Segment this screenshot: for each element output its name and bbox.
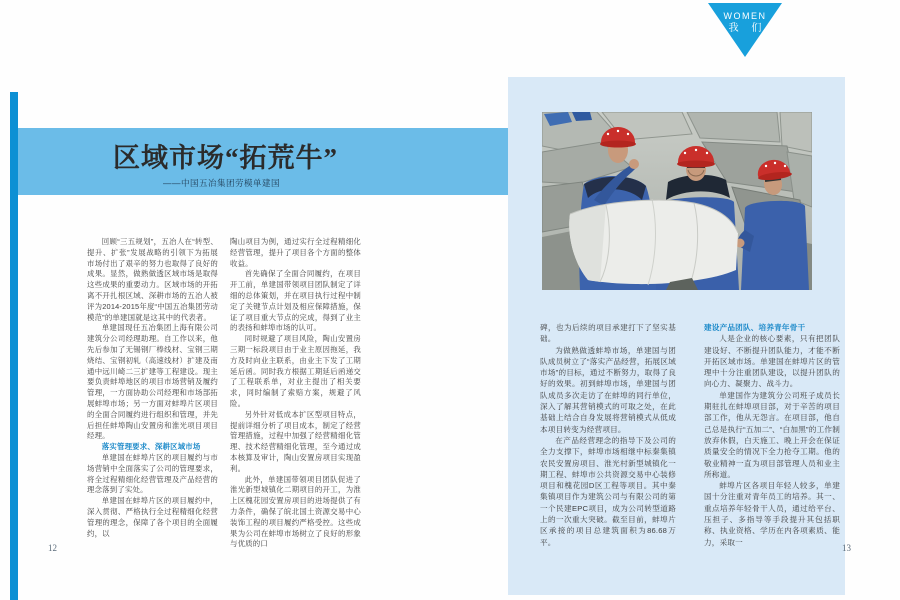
body-paragraph: 首先确保了全面合同履约，在项目开工前，单建国带领项目团队制定了详细的总体策划，并在项目执行过程中制定了关键节点计划及相应保障措施，保证了项目重大节点的完成，得到了业主的表扬和蚌埠市场的认可。	[230, 269, 361, 333]
construction-site-photo	[542, 112, 812, 290]
body-paragraph: 另外针对低成本扩区型项目特点，提前详细分析了项目成本，制定了经营管理措施，过程中加强了经营精细化管理、技术经营精细化管理，至今通过成本核算及审计，陶山安置房项目实现盈利。	[230, 409, 361, 473]
article-title-band	[18, 128, 508, 195]
page-number-right: 13	[842, 543, 851, 553]
body-paragraph: 单建国作为建筑分公司班子成员长期驻扎在蚌埠项目部，对于辛苦的项目部工作，他从无怨言。在项目部，他自己总是执行“五加二”、“白加黑”的工作制放弃休假，白天施工、晚上开会在保证质量安全的情况下全力抢夺工期。他的敬业精神一直为项目部管理人员和业主所称道。	[704, 390, 840, 479]
section-heading: 建设产品团队、培养青年骨干	[704, 323, 806, 332]
body-paragraph: 为做熟做透蚌埠市场，单建国与团队成员树立了“落实产品经营，拓展区域市场”的目标，通过不断努力，取得了良好的效果。初到蚌埠市场，单建国与团队成员多次走访了在蚌埠的同行单位，深入了解其营销模式的可取之处，在此基础上结合自身发展将营销模式从低成本项目转变为经营项目。	[540, 345, 676, 434]
body-paragraph: 碑，也为后续的项目承建打下了坚实基础。	[540, 323, 676, 344]
left-edge-accent-bar	[10, 92, 18, 600]
body-paragraph: 蚌埠片区各项目年轻人较多，单建国十分注重对青年员工的培养。其一、重点培养年轻骨干人员，通过给平台、压担子、多指导等手段提升其包括职称、执业资格、学历在内各项素质、能力，采取一	[704, 481, 840, 547]
body-paragraph: 同时规避了项目风险，陶山安置房三期一标段项目由于业主原因拖延，我方及时向业主联系，由业主下发了工期延后函。同时我方根据工期延后函递交了工程联系单，对业主提出了相关要求，同时编制了索赔方案，规避了风险。	[230, 334, 361, 408]
right-page-column-2	[704, 322, 840, 548]
blueprint-sheet	[569, 199, 738, 285]
body-paragraph: 单建国在蚌埠片区的项目履约与市场营销中全面落实了公司的管理要求，将全过程精细化经营管理及产品经营的理念落到了实处。	[87, 452, 218, 495]
section-heading: 落实管理要求、深耕区域市场	[101, 442, 201, 452]
body-paragraph: 单建国在蚌埠片区的项目履约中，深入贯彻、严格执行全过程精细化经营管理的理念，保障了各个项目的全面履约，以	[87, 496, 218, 538]
left-page-column-2	[230, 237, 361, 550]
body-paragraph: 单建国现任五冶集团上海有限公司建筑分公司经理助理。自工作以来，他先后参加了无锡钢厂棒线材、宝钢三期烧结、宝钢初轧（高速线材）扩建及南通中远川崎二三扩建等工程建设。现主要负责蚌埠地区的项目市场营销及履约管理，一方面协助公司经理和市场部拓展蚌埠市场；另一方面对蚌埠片区项目的全面合同履约进行组织和管理，并先后担任蚌埠陶山安置房和淮光项目项目经理。	[87, 323, 218, 441]
photo-illustration	[542, 112, 812, 290]
section-label-en: WOMEN	[723, 11, 767, 21]
article-title: 区域市场“拓荒牛”	[113, 143, 338, 173]
right-page-column-1	[540, 322, 676, 548]
body-paragraph: 在产品经营理念的指导下及公司的全力支撑下，蚌埠市场相继中标秦集镇农民安置房项目、淮光村新型城镇化一期工程、蚌埠市公共资源交易中心装修项目和槐花园D区工程等项目。其中秦集镇项目作为建筑公司与有限公司的第一个民建EPC项目，成为公司转型道路上的一次重大突破。截至目前，蚌埠片区承接的项目总建筑面积为86.68万平。	[540, 435, 676, 547]
body-paragraph: 回顾“三五规划”，五冶人在“转型、提升、扩张”发展战略的引领下为拓展市场付出了艰辛的努力也取得了良好的成果。显然，做熟做透区域市场是取得这些成果的重要动力。区域市场的开拓离不开扎根区域、深耕市场的五冶人被评为2014-2015年度“中国五冶集团劳动模范”的单建国就是这其中的代表者。	[87, 237, 218, 322]
left-page-column-1	[87, 237, 218, 539]
body-paragraph: 此外，单建国带领项目团队促进了淮光新型城镇化二期项目的开工，为淮上区槐花园安置房项目的进场提供了有力条件，确保了皖北国土资源交易中心装饰工程的项目履约严格受控。这些成果为公司在蚌埠市场树立了良好的形象与优质的口	[230, 474, 361, 549]
section-label-zh: 我 们	[728, 23, 767, 34]
page-number-left: 12	[48, 543, 57, 553]
section-tab-label	[700, 10, 790, 36]
body-paragraph: 陶山项目为例，通过实行全过程精细化经营管理，提升了项目各个方面的整体收益。	[230, 237, 361, 268]
article-subtitle: ——中国五冶集团劳模单建国	[163, 178, 281, 188]
body-paragraph: 人是企业的核心要素，只有把团队建设好、不断提升团队能力，才能不断开拓区域市场。单建国在蚌埠片区的管理中十分注重团队建设，以提升团队的向心力、凝聚力、战斗力。	[704, 334, 840, 389]
